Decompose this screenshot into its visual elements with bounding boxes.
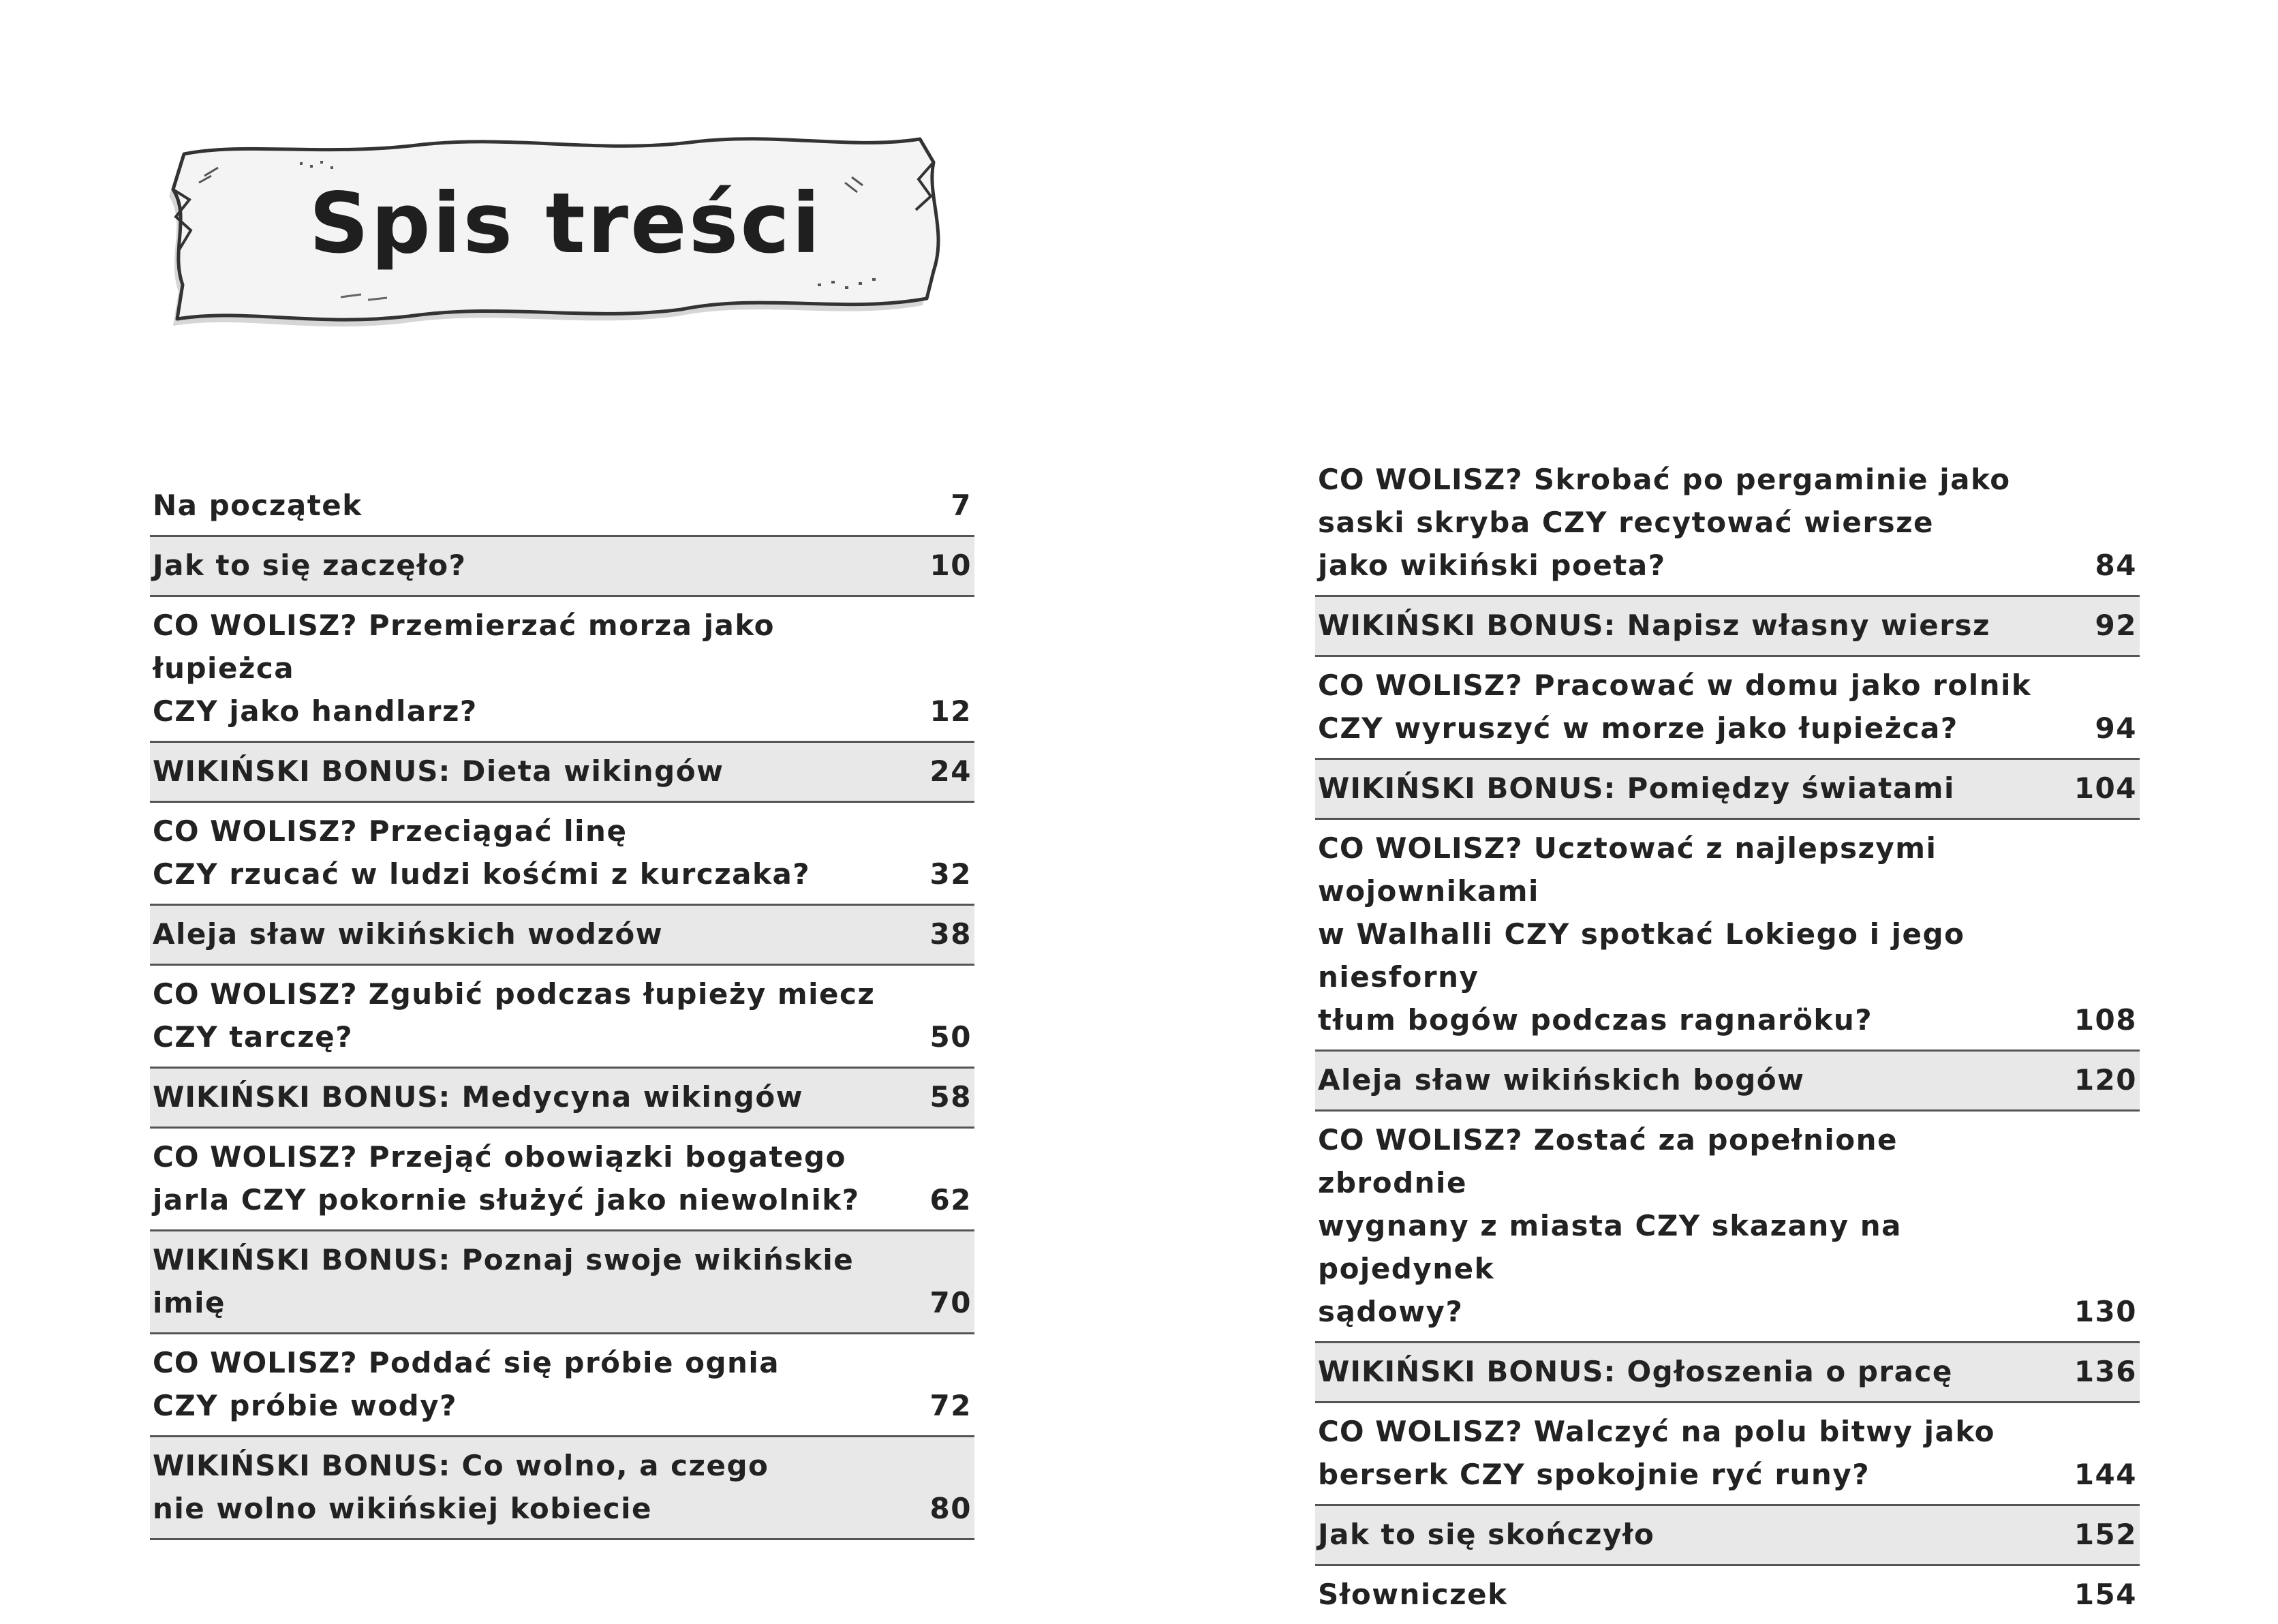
toc-entry[interactable] [1315, 1566, 2140, 1624]
toc-entry-page-number: 62 [929, 1183, 972, 1216]
toc-entry[interactable] [150, 906, 974, 966]
toc-entry-tag: CO WOLISZ? [153, 1346, 358, 1379]
toc-entry-text: Aleja sław wikińskich bogów [1318, 1063, 1805, 1097]
toc-entry-tag: CO WOLISZ? [153, 977, 358, 1011]
page-title: Spis treści [309, 175, 822, 272]
toc-entry-text: Ogłoszenia o pracę [1616, 1355, 1953, 1388]
toc-entry-text: Przeciągać linę CZY rzucać w ludzi kośćmi z kurczaka? [153, 814, 811, 891]
toc-entry-title [153, 1341, 930, 1427]
toc-entry-tag: WIKIŃSKI BONUS: [153, 1243, 451, 1276]
toc-entry-title [1318, 604, 2095, 647]
toc-entry[interactable] [150, 597, 974, 743]
toc-entry[interactable] [1315, 820, 2140, 1052]
toc-entry[interactable] [150, 1069, 974, 1129]
toc-entry-text: Na początek [153, 489, 363, 522]
toc-entry-title [153, 604, 930, 733]
toc-entry-text: Jak to się zaczęło? [153, 549, 467, 582]
toc-entry-tag: WIKIŃSKI BONUS: [153, 1449, 451, 1482]
toc-entry-tag: CO WOLISZ? [153, 1140, 358, 1174]
toc-entry-page-number: 104 [2074, 771, 2137, 805]
toc-entry[interactable] [1315, 451, 2140, 597]
toc-entry-title [153, 1238, 930, 1324]
toc-entry-title [1318, 767, 2074, 810]
toc-left-column [150, 477, 974, 1540]
toc-entry-text: Dieta wikingów [450, 754, 724, 788]
toc-entry-page-number: 136 [2074, 1355, 2137, 1388]
toc-entry-title [153, 1075, 930, 1118]
toc-entry-text: Przejąć obowiązki bogatego jarla CZY pokornie służyć jako niewolnik? [153, 1140, 860, 1216]
toc-entry-title [1318, 1118, 2074, 1333]
toc-entry-page-number: 144 [2074, 1458, 2137, 1491]
toc-entry-title [153, 1444, 930, 1530]
toc-entry[interactable] [1315, 1052, 2140, 1112]
toc-entry-tag: CO WOLISZ? [1318, 669, 1523, 702]
toc-entry-title [153, 810, 930, 895]
toc-entry-text: Słowniczek [1318, 1578, 1508, 1611]
toc-entry[interactable] [150, 1334, 974, 1437]
toc-entry[interactable] [1315, 1403, 2140, 1506]
toc-entry-title [1318, 1513, 2074, 1556]
toc-entry-title [1318, 458, 2095, 587]
toc-entry-tag: CO WOLISZ? [153, 814, 358, 848]
toc-entry[interactable] [150, 1231, 974, 1334]
toc-entry-text: Walczyć na polu bitwy jako berserk CZY spokojnie ryć runy? [1318, 1415, 1996, 1491]
toc-entry[interactable] [1315, 1343, 2140, 1403]
toc-entry-tag: CO WOLISZ? [1318, 463, 1523, 496]
toc-entry-tag: CO WOLISZ? [153, 609, 358, 642]
toc-entry[interactable] [150, 966, 974, 1069]
toc-entry-tag: WIKIŃSKI BONUS: [1318, 771, 1616, 805]
toc-entry[interactable] [1315, 597, 2140, 657]
toc-entry-page-number: 12 [929, 694, 972, 728]
toc-entry-text: Poznaj swoje wikińskie imię [153, 1243, 855, 1319]
toc-right-column [1315, 451, 2140, 1624]
toc-entry-title [1318, 664, 2095, 750]
toc-entry-page-number: 38 [929, 917, 972, 951]
toc-entry-tag: WIKIŃSKI BONUS: [153, 754, 451, 788]
toc-entry-page-number: 70 [929, 1286, 972, 1319]
toc-entry-page-number: 152 [2074, 1518, 2137, 1551]
toc-entry-title [153, 913, 930, 955]
toc-entry-page-number: 84 [2095, 549, 2137, 582]
toc-entry-text: Pomiędzy światami [1616, 771, 1955, 805]
toc-entry-page-number: 7 [951, 489, 972, 522]
toc-entry-title [153, 544, 930, 587]
toc-entry[interactable] [150, 1129, 974, 1231]
toc-entry[interactable] [1315, 1112, 2140, 1343]
toc-entry-text: Jak to się skończyło [1318, 1518, 1655, 1551]
toc-entry-page-number: 92 [2095, 609, 2137, 642]
toc-entry-text: Napisz własny wiersz [1616, 609, 1990, 642]
toc-entry-page-number: 120 [2074, 1063, 2137, 1097]
toc-entry-title [1318, 1350, 2074, 1393]
toc-entry-title [153, 484, 951, 527]
toc-entry-title [1318, 1573, 2074, 1616]
toc-entry-title [153, 1135, 930, 1221]
toc-entry[interactable] [150, 1437, 974, 1540]
toc-entry-tag: CO WOLISZ? [1318, 1415, 1523, 1448]
toc-entry-title [1318, 827, 2074, 1041]
toc-entry[interactable] [150, 743, 974, 803]
toc-entry-text: Medycyna wikingów [450, 1080, 803, 1114]
toc-entry-page-number: 94 [2095, 711, 2137, 745]
toc-entry-text: Zostać za popełnione zbrodnie wygnany z miasta CZY skazany na pojedynek sądowy? [1318, 1123, 1903, 1328]
toc-entry-text: Przemierzać morza jako łupieżca CZY jako handlarz? [153, 609, 775, 728]
toc-entry-page-number: 108 [2074, 1003, 2137, 1037]
toc-entry-text: Ucztować z najlepszymi wojownikami w Walhalli CZY spotkać Lokiego i jego niesforny tłum bogów podczas ragnarӧku? [1318, 831, 1965, 1037]
toc-entry[interactable] [1315, 1506, 2140, 1566]
title-banner [164, 114, 968, 333]
toc-entry-page-number: 72 [929, 1389, 972, 1422]
toc-entry-page-number: 32 [929, 857, 972, 891]
toc-entry[interactable] [150, 537, 974, 597]
toc-entry-text: Co wolno, a czego nie wolno wikińskiej kobiecie [153, 1449, 769, 1525]
toc-entry-title [1318, 1058, 2074, 1101]
toc-entry-page-number: 154 [2074, 1578, 2137, 1611]
toc-entry-tag: WIKIŃSKI BONUS: [1318, 609, 1616, 642]
toc-entry[interactable] [1315, 657, 2140, 760]
toc-entry-title [153, 972, 930, 1058]
toc-entry-tag: WIKIŃSKI BONUS: [153, 1080, 451, 1114]
toc-entry-text: Skrobać po pergaminie jako saski skryba CZY recytować wiersze jako wikiński poeta? [1318, 463, 2011, 582]
toc-entry[interactable] [150, 477, 974, 537]
toc-entry-page-number: 24 [929, 754, 972, 788]
toc-entry-text: Zgubić podczas łupieży miecz CZY tarczę? [153, 977, 876, 1054]
toc-entry[interactable] [1315, 760, 2140, 820]
toc-entry-text: Pracować w domu jako rolnik CZY wyruszyć w morze jako łupieżca? [1318, 669, 2032, 745]
toc-entry-page-number: 130 [2074, 1295, 2137, 1328]
toc-entry-title [153, 750, 930, 793]
toc-entry-tag: CO WOLISZ? [1318, 1123, 1523, 1156]
toc-entry[interactable] [150, 803, 974, 906]
toc-entry-tag: WIKIŃSKI BONUS: [1318, 1355, 1616, 1388]
toc-entry-page-number: 10 [929, 549, 972, 582]
toc-entry-text: Poddać się próbie ognia CZY próbie wody? [153, 1346, 780, 1422]
toc-entry-page-number: 58 [929, 1080, 972, 1114]
toc-entry-text: Aleja sław wikińskich wodzów [153, 917, 664, 951]
toc-entry-page-number: 50 [929, 1020, 972, 1054]
toc-entry-page-number: 80 [929, 1492, 972, 1525]
toc-entry-title [1318, 1410, 2074, 1496]
toc-entry-tag: CO WOLISZ? [1318, 831, 1523, 865]
